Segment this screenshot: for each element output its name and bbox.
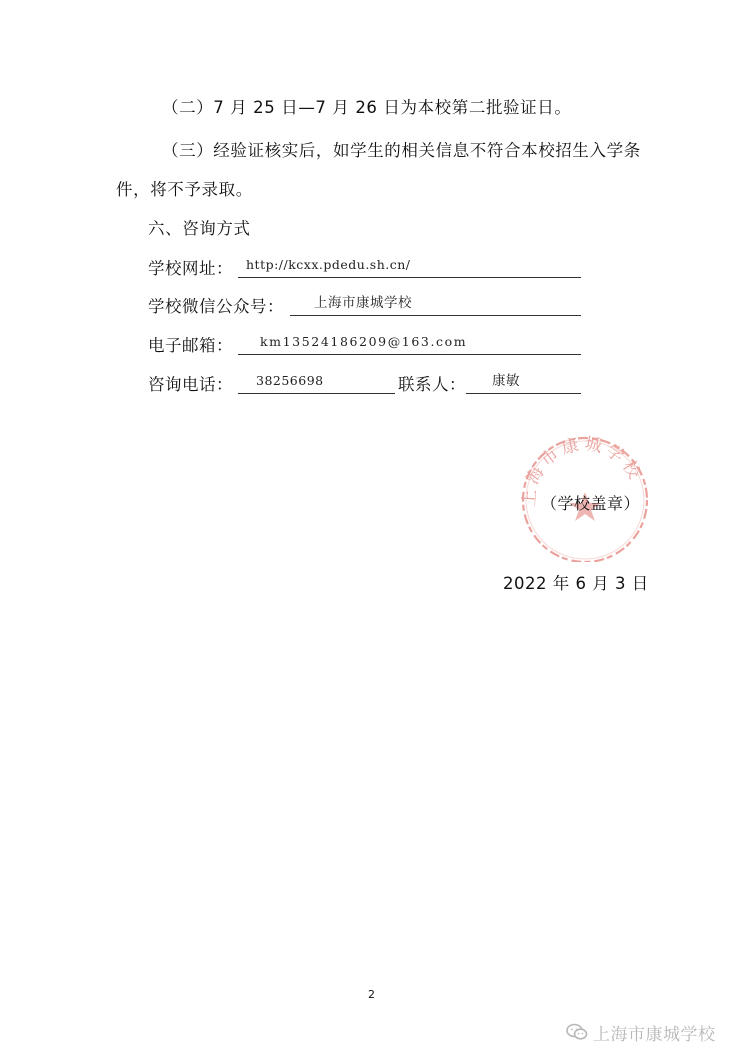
paragraph-verification-rule-line2: 件，将不予录取。 [116,180,253,199]
contact-person-underline [466,393,581,394]
section-heading-contact: 六、咨询方式 [148,219,251,238]
wechat-underline [290,315,581,316]
wechat-icon [566,1023,588,1041]
page-number: 2 [368,988,375,1001]
website-label: 学校网址： [148,259,233,278]
stamp-lettering: 上海市康城学校 [519,434,647,508]
wechat-value: 上海市康城学校 [314,295,412,311]
phone-value: 38256698 [256,373,324,388]
document-date: 2022 年 6 月 3 日 [503,574,649,593]
email-link[interactable]: km13524186209@163.com [260,334,468,349]
email-underline [238,354,581,355]
contact-person-value: 康敏 [492,373,520,389]
watermark-text: 上海市康城学校 [593,1024,716,1045]
contact-row-wechat [148,297,588,319]
wechat-label: 学校微信公众号： [148,297,284,316]
wechat-watermark [566,1019,716,1045]
contact-row-website [148,259,588,281]
phone-underline [238,393,395,394]
paragraph-verification-date-2: （二）7 月 25 日—7 月 26 日为本校第二批验证日。 [162,98,572,117]
contact-row-phone [148,375,588,397]
phone-label: 咨询电话： [148,375,233,394]
email-label: 电子邮箱： [148,336,233,355]
contact-person-label: 联系人： [398,375,466,394]
website-link[interactable]: http://kcxx.pdedu.sh.cn/ [246,257,411,272]
paragraph-verification-rule-line1: （三）经验证核实后，如学生的相关信息不符合本校招生入学条 [162,141,641,160]
school-seal-label: （学校盖章） [541,494,641,513]
contact-row-email [148,336,588,358]
website-underline [238,277,581,278]
